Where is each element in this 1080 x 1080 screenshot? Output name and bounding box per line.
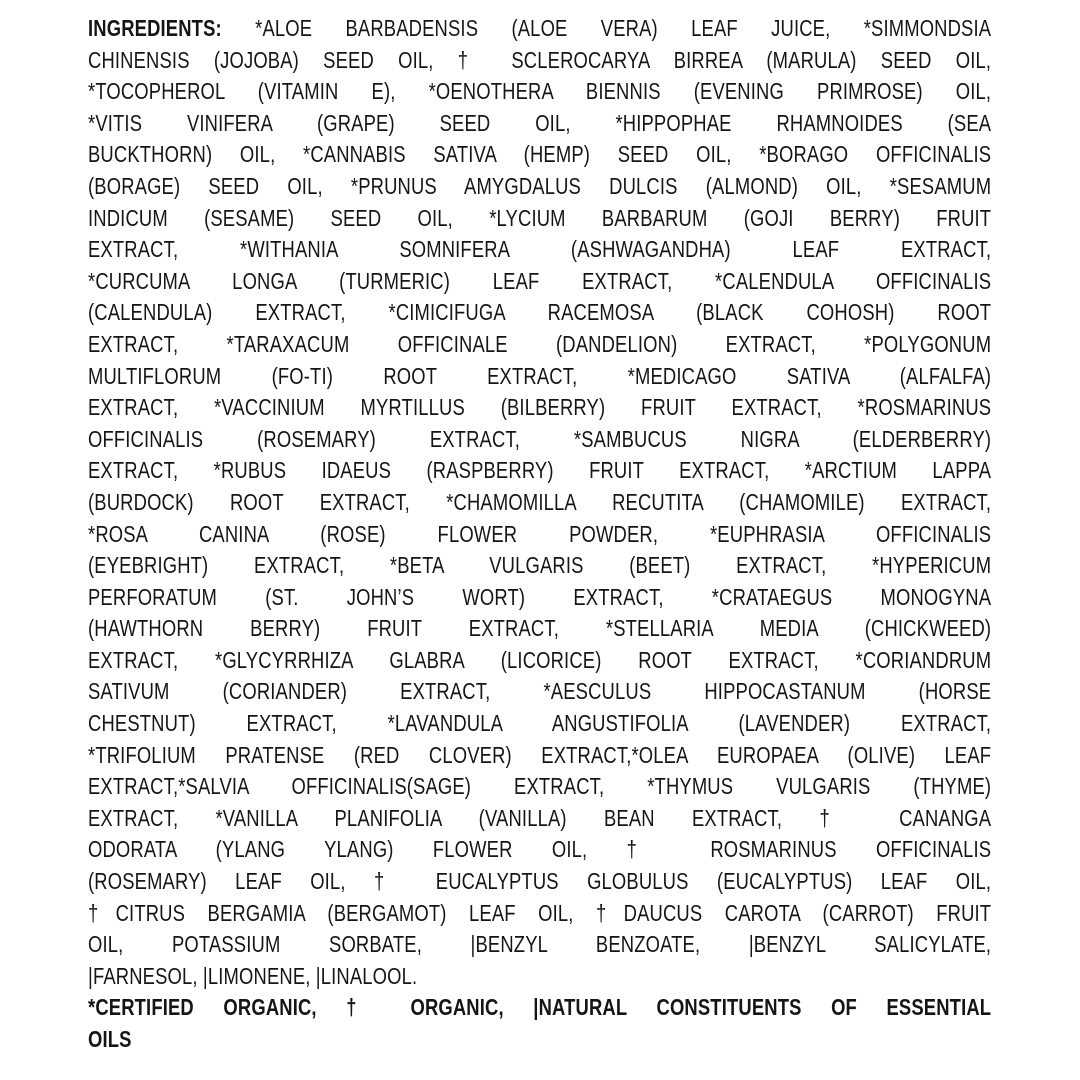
- ingredients-line: EXTRACT, *GLYCYRRHIZA GLABRA (LICORICE) ROOT EXTRACT, *CORIANDRUM: [88, 646, 992, 673]
- ingredients-heading: INGREDIENTS:: [88, 15, 222, 41]
- ingredients-line: (CALENDULA) EXTRACT, *CIMICIFUGA RACEMOSA (BLACK COHOSH) ROOT: [88, 299, 992, 326]
- ingredients-line: SATIVUM (CORIANDER) EXTRACT, *AESCULUS HIPPOCASTANUM (HORSE: [88, 678, 992, 705]
- ingredients-line: (ROSEMARY) LEAF OIL, † EUCALYPTUS GLOBULUS (EUCALYPTUS) LEAF OIL,: [88, 868, 992, 895]
- ingredients-line: *TOCOPHEROL (VITAMIN E), *OENOTHERA BIENNIS (EVENING PRIMROSE) OIL,: [88, 78, 992, 105]
- ingredients-line: |FARNESOL, |LIMONENE, |LINALOOL.: [88, 962, 418, 989]
- product-ingredients-label: [88, 13, 991, 1056]
- ingredients-line: *CURCUMA LONGA (TURMERIC) LEAF EXTRACT, *CALENDULA OFFICINALIS: [88, 267, 992, 294]
- ingredients-line: EXTRACT,*SALVIA OFFICINALIS(SAGE) EXTRACT, *THYMUS VULGARIS (THYME): [88, 773, 992, 800]
- ingredients-line: EXTRACT, *VANILLA PLANIFOLIA (VANILLA) BEAN EXTRACT, † CANANGA: [88, 804, 992, 831]
- footnote-line: OILS: [88, 1026, 132, 1052]
- ingredients-line: OFFICINALIS (ROSEMARY) EXTRACT, *SAMBUCUS NIGRA (ELDERBERRY): [88, 425, 992, 452]
- ingredients-line: (EYEBRIGHT) EXTRACT, *BETA VULGARIS (BEET) EXTRACT, *HYPERICUM: [88, 552, 992, 579]
- ingredients-line: MULTIFLORUM (FO-TI) ROOT EXTRACT, *MEDICAGO SATIVA (ALFALFA): [88, 362, 992, 389]
- ingredients-line: *VITIS VINIFERA (GRAPE) SEED OIL, *HIPPOPHAE RHAMNOIDES (SEA: [88, 109, 992, 136]
- ingredients-line: ODORATA (YLANG YLANG) FLOWER OIL, † ROSMARINUS OFFICINALIS: [88, 836, 992, 863]
- footnote-line: *CERTIFIED ORGANIC, † ORGANIC, |NATURAL CONSTITUENTS OF ESSENTIAL: [88, 994, 992, 1021]
- ingredients-line: EXTRACT, *VACCINIUM MYRTILLUS (BILBERRY) FRUIT EXTRACT, *ROSMARINUS: [88, 394, 992, 421]
- ingredients-line: BUCKTHORN) OIL, *CANNABIS SATIVA (HEMP) SEED OIL, *BORAGO OFFICINALIS: [88, 141, 992, 168]
- ingredients-line: INDICUM (SESAME) SEED OIL, *LYCIUM BARBARUM (GOJI BERRY) FRUIT: [88, 204, 992, 231]
- ingredients-line: OIL, POTASSIUM SORBATE, |BENZYL BENZOATE, |BENZYL SALICYLATE,: [88, 931, 992, 958]
- ingredients-line: PERFORATUM (ST. JOHN’S WORT) EXTRACT, *CRATAEGUS MONOGYNA: [88, 583, 992, 610]
- ingredients-line: CHINENSIS (JOJOBA) SEED OIL, † SCLEROCARYA BIRREA (MARULA) SEED OIL,: [88, 46, 992, 73]
- ingredients-line: *TRIFOLIUM PRATENSE (RED CLOVER) EXTRACT,*OLEA EUROPAEA (OLIVE) LEAF: [88, 741, 992, 768]
- ingredients-line: (BORAGE) SEED OIL, *PRUNUS AMYGDALUS DULCIS (ALMOND) OIL, *SESAMUM: [88, 172, 992, 199]
- ingredients-line: CHESTNUT) EXTRACT, *LAVANDULA ANGUSTIFOLIA (LAVENDER) EXTRACT,: [88, 710, 992, 737]
- ingredients-line: EXTRACT, *TARAXACUM OFFICINALE (DANDELION) EXTRACT, *POLYGONUM: [88, 330, 992, 357]
- ingredients-line: (BURDOCK) ROOT EXTRACT, *CHAMOMILLA RECUTITA (CHAMOMILE) EXTRACT,: [88, 488, 992, 515]
- ingredients-line: (HAWTHORN BERRY) FRUIT EXTRACT, *STELLARIA MEDIA (CHICKWEED): [88, 615, 992, 642]
- ingredients-line: *ROSA CANINA (ROSE) FLOWER POWDER, *EUPHRASIA OFFICINALIS: [88, 520, 992, 547]
- ingredients-text-block: [88, 13, 991, 1056]
- ingredients-line: INGREDIENTS: *ALOE BARBADENSIS (ALOE VERA) LEAF JUICE, *SIMMONDSIA: [88, 15, 992, 41]
- ingredients-line: EXTRACT, *RUBUS IDAEUS (RASPBERRY) FRUIT EXTRACT, *ARCTIUM LAPPA: [88, 457, 992, 484]
- ingredients-line: EXTRACT, *WITHANIA SOMNIFERA (ASHWAGANDHA) LEAF EXTRACT,: [88, 236, 992, 263]
- ingredients-line: †CITRUS BERGAMIA (BERGAMOT) LEAF OIL, †DAUCUS CAROTA (CARROT) FRUIT: [88, 899, 992, 926]
